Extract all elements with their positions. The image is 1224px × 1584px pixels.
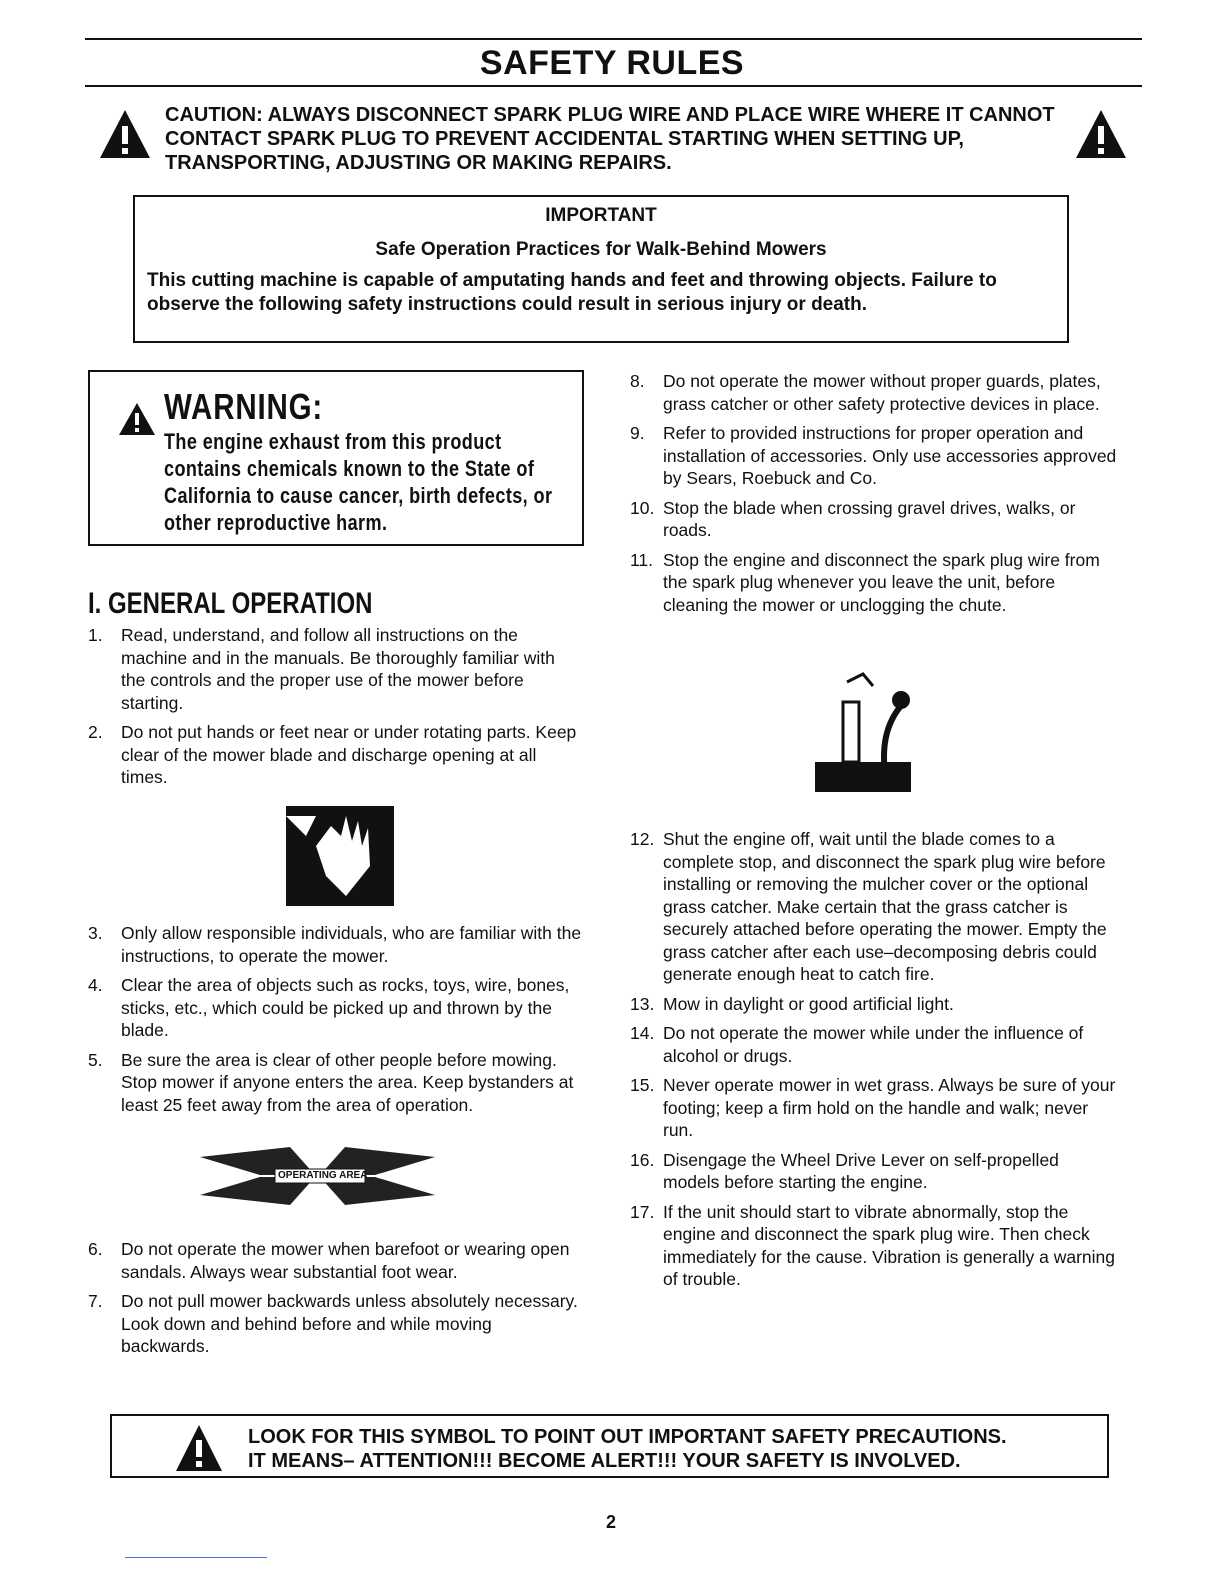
important-heading: IMPORTANT xyxy=(545,205,657,226)
item-number: 9. xyxy=(630,423,645,443)
spark-plug-icon xyxy=(815,672,911,794)
item-text: Do not operate the mower without proper guards, plates, grass catcher or other safety protective devices in place. xyxy=(663,371,1101,414)
list-item xyxy=(88,974,583,1042)
warning-triangle-icon xyxy=(118,402,156,436)
item-text: Do not operate the mower when barefoot or wearing open sandals. Always wear substantial foot wear. xyxy=(121,1239,570,1282)
item-number: 11. xyxy=(630,549,654,570)
left-list-1 xyxy=(88,624,583,796)
item-number: 4. xyxy=(88,975,103,995)
item-text: Refer to provided instructions for proper operation and installation of accessories. Only use accessories approved by Sears, Roebuck and Co. xyxy=(663,423,1117,488)
list-item xyxy=(630,370,1120,415)
list-item xyxy=(630,993,1120,1016)
section-title: I. GENERAL OPERATION xyxy=(88,587,373,620)
important-subheading: Safe Operation Practices for Walk-Behind Mowers xyxy=(375,239,827,260)
item-text: Never operate mower in wet grass. Always be sure of your footing; keep a firm hold on the handle and walk; never run. xyxy=(663,1075,1116,1140)
list-item xyxy=(630,828,1120,986)
warning-heading: WARNING: xyxy=(164,386,324,427)
warning-triangle-icon xyxy=(98,108,152,160)
item-number: 8. xyxy=(630,371,645,391)
list-item xyxy=(88,624,583,714)
operating-area-label: OPERATING AREA xyxy=(278,1170,368,1181)
list-item xyxy=(630,1149,1120,1194)
item-number: 12. xyxy=(630,829,655,849)
item-text: Do not put hands or feet near or under rotating parts. Keep clear of the mower blade and discharge opening at all times. xyxy=(121,722,577,787)
item-text: Read, understand, and follow all instructions on the machine and in the manuals. Be thoroughly familiar with the controls and the proper use of the mower before starting. xyxy=(121,625,555,713)
important-text: This cutting machine is capable of amputating hands and feet and throwing objects. Failure to observe the following safety instructions could result in serious injury or death. xyxy=(147,270,997,315)
footer-line xyxy=(125,1557,267,1558)
item-text: Clear the area of objects such as rocks, toys, wire, bones, sticks, etc., which could be picked up and thrown by the blade. xyxy=(121,975,570,1040)
item-text: Be sure the area is clear of other people before mowing. Stop mower if anyone enters the area. Keep bystanders at least 25 feet away from the area of operation. xyxy=(121,1049,574,1115)
item-number: 16. xyxy=(630,1149,655,1170)
item-number: 15. xyxy=(630,1075,655,1095)
top-rule xyxy=(85,38,1142,40)
list-item xyxy=(88,1238,583,1283)
list-item xyxy=(630,1074,1120,1142)
item-text: Disengage the Wheel Drive Lever on self-propelled models before starting the engine. xyxy=(663,1149,1059,1192)
item-text: Stop the blade when crossing gravel drives, walks, or roads. xyxy=(663,497,1076,540)
warning-triangle-icon xyxy=(174,1423,224,1473)
list-item xyxy=(88,922,583,967)
list-item xyxy=(630,1201,1120,1291)
item-text: Do not operate the mower while under the influence of alcohol or drugs. xyxy=(663,1023,1084,1066)
warning-box xyxy=(88,370,584,546)
operating-area-diagram xyxy=(200,1145,435,1207)
warning-text: The engine exhaust from this product contains chemicals known to the State of California to cause cancer, birth defects, or other reproductive harm. xyxy=(164,429,553,535)
left-list-3 xyxy=(88,1238,583,1365)
item-number: 17. xyxy=(630,1201,655,1222)
item-number: 7. xyxy=(88,1291,103,1311)
item-text: Stop the engine and disconnect the spark plug wire from the spark plug whenever you leave the unit, before cleaning the mower or unclogging the chute. xyxy=(663,549,1100,615)
page-number: 2 xyxy=(606,1512,617,1532)
important-box xyxy=(133,195,1069,343)
item-number: 5. xyxy=(88,1049,103,1070)
item-number: 14. xyxy=(630,1023,655,1043)
title-rule xyxy=(85,85,1142,87)
bottom-line-1: LOOK FOR THIS SYMBOL TO POINT OUT IMPORTANT SAFETY PRECAUTIONS. xyxy=(248,1426,1007,1448)
item-number: 6. xyxy=(88,1239,103,1259)
item-text: Shut the engine off, wait until the blade comes to a complete stop, and disconnect the spark plug wire before installing or removing the mulcher cover or the optional grass catcher. Make certain that the grass catcher is securely attached before operating the mower. Empty the grass catcher after each use–decomposing debris could generate enough heat to catch fire. xyxy=(663,829,1107,984)
warning-triangle-icon xyxy=(1074,108,1128,160)
item-text: Only allow responsible individuals, who are familiar with the instructions, to operate the mower. xyxy=(121,923,582,966)
item-number: 1. xyxy=(88,625,103,645)
list-item xyxy=(630,549,1120,617)
item-number: 13. xyxy=(630,993,655,1014)
list-item xyxy=(88,1290,583,1358)
item-number: 10. xyxy=(630,497,655,518)
item-number: 3. xyxy=(88,923,103,943)
list-item xyxy=(88,721,583,789)
hand-hazard-icon xyxy=(286,806,394,906)
item-text: Mow in daylight or good artificial light. xyxy=(663,993,954,1014)
right-list-1 xyxy=(630,370,1120,623)
item-text: If the unit should start to vibrate abnormally, stop the engine and disconnect the spark plug wire. Then check immediately for the cause. Vibration is generally a warning of trouble. xyxy=(663,1201,1115,1289)
list-item xyxy=(630,497,1120,542)
safety-symbol-box xyxy=(110,1414,1109,1478)
caution-text: CAUTION: ALWAYS DISCONNECT SPARK PLUG WIRE AND PLACE WIRE WHERE IT CANNOT CONTACT SPARK PLUG TO PREVENT ACCIDENTAL STARTING WHEN SETTING UP, TRANSPORTING, ADJUSTING OR MAKING REPAIRS. xyxy=(165,104,1055,174)
left-list-2 xyxy=(88,922,583,1123)
list-item xyxy=(630,422,1120,490)
right-list-2 xyxy=(630,828,1120,1298)
list-item xyxy=(88,1049,583,1117)
item-text: Do not pull mower backwards unless absolutely necessary. Look down and behind before and while moving backwards. xyxy=(121,1291,578,1356)
bottom-line-2: IT MEANS– ATTENTION!!! BECOME ALERT!!! YOUR SAFETY IS INVOLVED. xyxy=(248,1450,961,1472)
list-item xyxy=(630,1022,1120,1067)
item-number: 2. xyxy=(88,722,103,742)
page-title: SAFETY RULES xyxy=(479,44,745,82)
